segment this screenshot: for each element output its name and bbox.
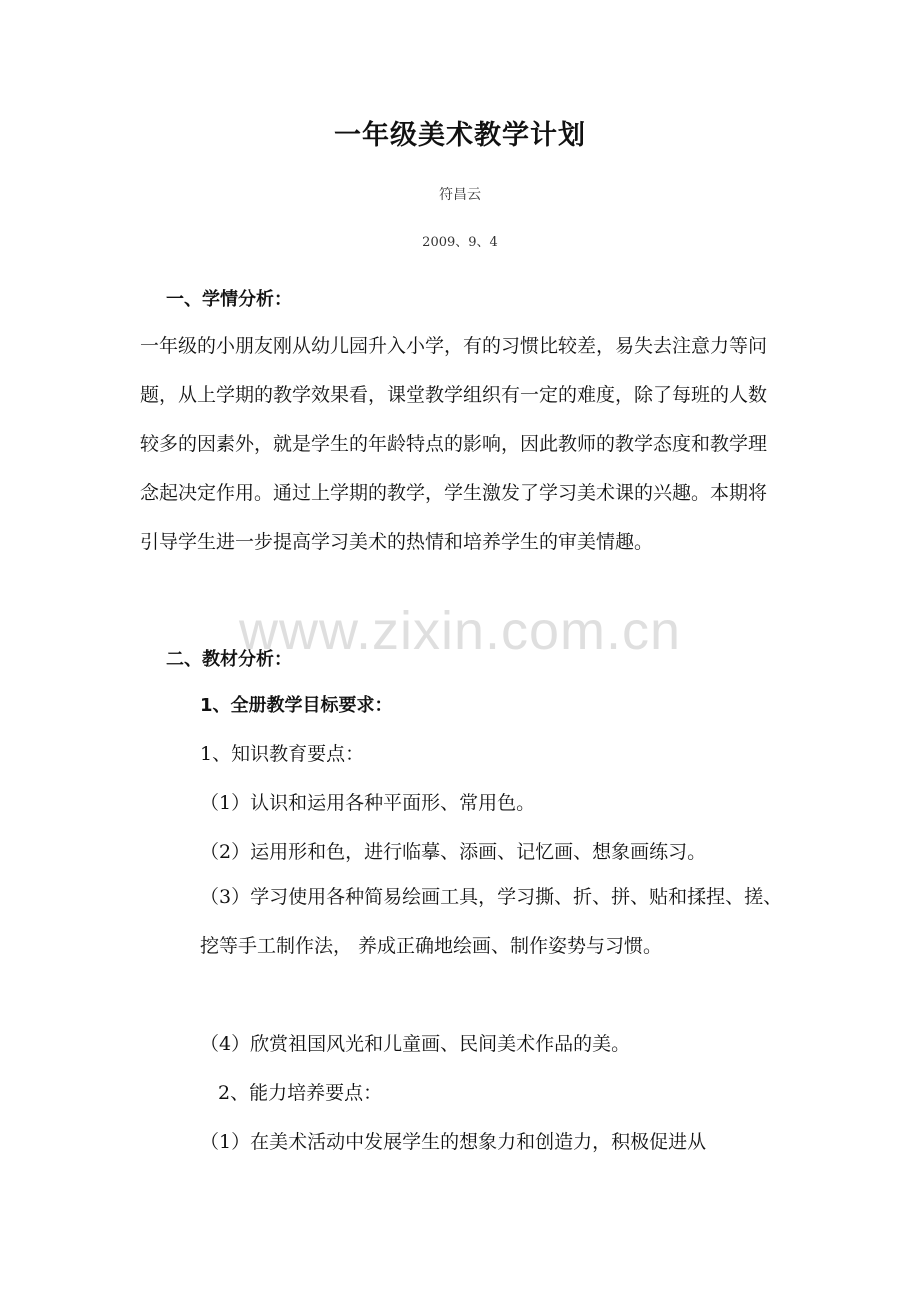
knowledge-item: （1）认识和运用各种平面形、常用色。 [200,792,536,814]
section-heading-textbook-analysis: 二、教材分析： [166,649,292,670]
subheading-teaching-goals: 1、全册教学目标要求： [200,695,393,716]
knowledge-item: （3）学习使用各种简易绘画工具，学习撕、折、拼、贴和揉捏、搓、挖等手工制作法， 养成正确地绘画、制作姿势与习惯。 [200,886,783,957]
knowledge-item: （2）运用形和色，进行临摹、添画、记忆画、想象画练习。 [200,841,707,863]
student-analysis-paragraph: 一年级的小朋友刚从幼儿园升入小学，有的习惯比较差，易失去注意力等问题，从上学期的教学效果看，课堂教学组织有一定的难度，除了每班的人数较多的因素外，就是学生的年龄特点的影响，因此教师的教学态度和教学理念起决定作用。通过上学期的教学，学生激发了学习美术课的兴趣。本期将引导学生进一步提高学习美术的热情和培养学生的审美情趣。 [140,335,768,553]
knowledge-title: 1、知识教育要点： [200,743,365,765]
document-title: 一年级美术教学计划 [334,120,586,151]
watermark: www.zixin.com.cn [238,601,682,661]
ability-title: 2、能力培养要点： [218,1082,383,1104]
section-heading-student-analysis: 一、学情分析： [166,289,292,310]
document-date: 2009、9、4 [422,235,498,250]
author-name: 符昌云 [439,187,481,203]
ability-item: （1）在美术活动中发展学生的想象力和创造力，积极促进从 [200,1131,707,1153]
knowledge-item: （4）欣赏祖国风光和儿童画、民间美术作品的美。 [200,1033,631,1055]
